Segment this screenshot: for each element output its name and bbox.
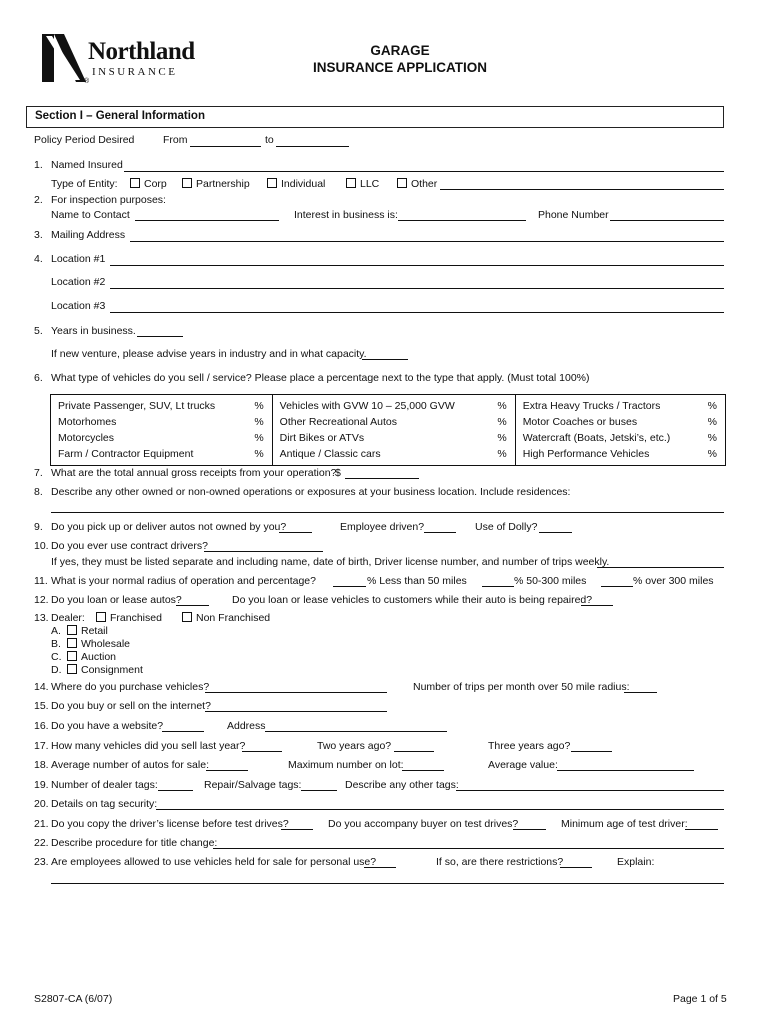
percent-field[interactable]: % <box>247 395 273 415</box>
table-row <box>51 430 726 446</box>
tag-security-label: Details on tag security: <box>51 798 158 810</box>
vehicle-type-cell: High Performance Vehicles <box>522 448 650 460</box>
accompany-buyer-label: Do you accompany buyer on test drives? <box>328 818 519 830</box>
individual-label: Individual <box>281 178 326 190</box>
form-id: S2807-CA (6/07) <box>34 993 113 1005</box>
vehicle-type-cell: Farm / Contractor Equipment <box>58 448 194 460</box>
llc-label: LLC <box>360 178 380 190</box>
website-address-field[interactable] <box>265 731 447 732</box>
entity-llc-option[interactable] <box>346 178 379 190</box>
new-venture-field[interactable] <box>362 359 408 360</box>
dealer-tags-label: Number of dealer tags: <box>51 779 158 791</box>
pickup-deliver-label: Do you pick up or deliver autos not owned by you? <box>51 521 287 533</box>
loan-lease-customers-field[interactable] <box>581 605 613 606</box>
radius-label: What is your normal radius of operation and percentage? <box>51 575 316 587</box>
partnership-checkbox[interactable] <box>182 178 192 188</box>
q23-number: 23. <box>34 856 49 868</box>
percent-field[interactable]: % <box>707 432 717 444</box>
accompany-buyer-field[interactable] <box>513 829 546 830</box>
named-insured-label: Named Insured <box>51 159 123 171</box>
vehicle-types-table <box>50 394 726 466</box>
table-row <box>51 395 726 415</box>
percent-field[interactable]: % <box>490 430 516 446</box>
q14-number: 14. <box>34 681 49 693</box>
percent-field[interactable]: % <box>707 448 717 460</box>
other-label: Other <box>411 178 438 190</box>
autos-for-sale-field[interactable] <box>206 770 248 771</box>
option-letter: D. <box>51 664 62 676</box>
q11-number: 11. <box>34 575 48 587</box>
logo-registered: ® <box>84 78 90 85</box>
table-row <box>51 414 726 430</box>
entity-partnership-option[interactable] <box>182 178 250 190</box>
contract-drivers-note: If yes, they must be listed separate and including name, date of birth, Driver license number, and number of trips weekly. <box>51 556 610 568</box>
location-2-label: Location #2 <box>51 276 106 288</box>
interest-field[interactable] <box>398 220 526 221</box>
option-letter: B. <box>51 638 61 650</box>
explain-field[interactable] <box>51 883 724 884</box>
internet-sales-field[interactable] <box>205 711 387 712</box>
mailing-address-field[interactable] <box>130 241 724 242</box>
corp-checkbox[interactable] <box>130 178 140 188</box>
q17-number: 17. <box>34 740 49 752</box>
location-3-label: Location #3 <box>51 300 106 312</box>
vehicle-types-label: What type of vehicles do you sell / service? Please place a percentage next to the type that apply. (Must total 100%) <box>51 372 590 384</box>
restrictions-label: If so, are there restrictions? <box>436 856 564 868</box>
q13-number: 13. <box>34 612 49 624</box>
dealer-type-wholesale[interactable] <box>51 638 130 650</box>
franchised-label: Franchised <box>110 612 162 624</box>
q22-number: 22. <box>34 837 49 849</box>
three-years-ago-label: Three years ago? <box>488 740 571 752</box>
pickup-deliver-field[interactable] <box>279 532 312 533</box>
other-checkbox[interactable] <box>397 178 407 188</box>
consignment-checkbox[interactable] <box>67 664 77 674</box>
percent-field[interactable]: % <box>490 446 516 466</box>
two-years-ago-field[interactable] <box>394 751 434 752</box>
corp-label: Corp <box>144 178 167 190</box>
wholesale-label: Wholesale <box>81 638 131 650</box>
employee-driven-field[interactable] <box>424 532 456 533</box>
average-value-field[interactable] <box>557 770 694 771</box>
website-field[interactable] <box>162 731 204 732</box>
q12-number: 12. <box>34 594 49 606</box>
percent-field[interactable]: % <box>247 414 273 430</box>
percent-field[interactable]: % <box>707 416 717 428</box>
interest-label: Interest in business is: <box>294 209 398 221</box>
radius-50-300-label: % 50-300 miles <box>514 575 587 587</box>
partnership-label: Partnership <box>196 178 250 190</box>
mailing-address-label: Mailing Address <box>51 229 126 241</box>
northland-logo <box>40 30 195 86</box>
max-on-lot-field[interactable] <box>402 770 444 771</box>
q2-number: 2. <box>34 194 43 206</box>
named-insured-field[interactable] <box>124 171 724 172</box>
auction-checkbox[interactable] <box>67 651 77 661</box>
percent-field[interactable]: % <box>490 395 516 415</box>
individual-checkbox[interactable] <box>267 178 277 188</box>
q4-number: 4. <box>34 253 43 265</box>
vehicle-type-cell: Watercraft (Boats, Jetski’s, etc.) <box>522 432 671 444</box>
entity-individual-option[interactable] <box>267 178 325 190</box>
contact-name-label: Name to Contact <box>51 209 130 221</box>
radius-50-300-field[interactable] <box>482 586 514 587</box>
q8-number: 8. <box>34 486 43 498</box>
use-of-dolly-field[interactable] <box>539 532 572 533</box>
q18-number: 18. <box>34 759 49 771</box>
entity-corp-option[interactable] <box>130 178 167 190</box>
percent-field[interactable]: % <box>247 430 273 446</box>
title-line-2: INSURANCE APPLICATION <box>312 60 487 75</box>
table-row <box>51 446 726 466</box>
policy-from-label: From <box>163 134 188 146</box>
two-years-ago-label: Two years ago? <box>317 740 392 752</box>
vehicle-type-cell: Motor Coaches or buses <box>522 416 638 428</box>
dealer-non-franchised-option[interactable] <box>182 612 270 624</box>
vehicle-type-cell: Motorhomes <box>58 416 117 428</box>
logo-subtitle: INSURANCE <box>92 66 178 78</box>
title-line-1: GARAGE <box>370 43 430 58</box>
vehicle-type-cell: Other Recreational Autos <box>279 416 397 428</box>
q3-number: 3. <box>34 229 43 241</box>
q1-number: 1. <box>34 159 43 171</box>
radius-under-50-field[interactable] <box>333 586 366 587</box>
copy-license-field[interactable] <box>281 829 313 830</box>
section-title: Section I – General Information <box>35 110 205 122</box>
gross-receipts-field[interactable] <box>345 478 419 479</box>
years-in-business-label: Years in business. <box>51 325 136 337</box>
radius-under-50-label: % Less than 50 miles <box>367 575 467 587</box>
vehicles-sold-label: How many vehicles did you sell last year? <box>51 740 246 752</box>
dealer-tags-field[interactable] <box>158 790 193 791</box>
dealer-type-retail[interactable] <box>51 625 108 637</box>
radius-over-300-field[interactable] <box>601 586 633 587</box>
q21-number: 21. <box>34 818 49 830</box>
inspection-label: For inspection purposes: <box>51 194 166 206</box>
other-tags-label: Describe any other tags: <box>345 779 459 791</box>
dealer-type-auction[interactable] <box>51 651 116 663</box>
entity-other-option[interactable] <box>397 178 437 190</box>
dealer-type-consignment[interactable] <box>51 664 143 676</box>
option-letter: C. <box>51 651 62 663</box>
retail-checkbox[interactable] <box>67 625 77 635</box>
personal-use-field[interactable] <box>364 867 396 868</box>
repair-salvage-tags-label: Repair/Salvage tags: <box>204 779 302 791</box>
q5-number: 5. <box>34 325 43 337</box>
policy-from-field[interactable] <box>190 146 261 147</box>
purchase-vehicles-label: Where do you purchase vehicles? <box>51 681 210 693</box>
loan-lease-label: Do you loan or lease autos? <box>51 594 182 606</box>
non-franchised-checkbox[interactable] <box>182 612 192 622</box>
loan-lease-field[interactable] <box>176 605 209 606</box>
other-operations-field[interactable] <box>51 512 724 513</box>
restrictions-field[interactable] <box>560 867 592 868</box>
dealer-franchised-option[interactable] <box>96 612 162 624</box>
option-letter: A. <box>51 625 61 637</box>
internet-sales-label: Do you buy or sell on the internet? <box>51 700 211 712</box>
use-of-dolly-label: Use of Dolly? <box>475 521 538 533</box>
other-tags-field[interactable] <box>456 790 724 791</box>
logo-wordmark: Northland <box>88 38 195 65</box>
non-franchised-label: Non Franchised <box>196 612 271 624</box>
min-driver-age-label: Minimum age of test driver: <box>561 818 688 830</box>
q10-number: 10. <box>34 540 49 552</box>
contract-drivers-field[interactable] <box>204 551 323 552</box>
vehicles-sold-field[interactable] <box>242 751 282 752</box>
autos-for-sale-label: Average number of autos for sale: <box>51 759 209 771</box>
q20-number: 20. <box>34 798 49 810</box>
vehicle-type-cell: Motorcycles <box>58 432 115 444</box>
tag-security-field[interactable] <box>156 809 724 810</box>
percent-field[interactable]: % <box>490 414 516 430</box>
vehicle-type-cell: Antique / Classic cars <box>279 448 381 460</box>
q9-number: 9. <box>34 521 43 533</box>
q7-number: 7. <box>34 467 43 479</box>
personal-use-label: Are employees allowed to use vehicles held for sale for personal use? <box>51 856 377 868</box>
new-venture-label: If new venture, please advise years in industry and in what capacity. <box>51 348 367 360</box>
contract-drivers-detail-field[interactable] <box>597 567 724 568</box>
location-1-label: Location #1 <box>51 253 106 265</box>
vehicle-type-cell: Vehicles with GVW 10 – 25,000 GVW <box>279 400 455 412</box>
retail-label: Retail <box>81 625 108 637</box>
phone-field[interactable] <box>610 220 724 221</box>
policy-to-field[interactable] <box>276 146 349 147</box>
location-3-field[interactable] <box>110 312 724 313</box>
contract-drivers-label: Do you ever use contract drivers? <box>51 540 208 552</box>
q19-number: 19. <box>34 779 49 791</box>
trips-per-month-label: Number of trips per month over 50 mile radius: <box>413 681 630 693</box>
q15-number: 15. <box>34 700 49 712</box>
purchase-vehicles-field[interactable] <box>205 692 387 693</box>
website-label: Do you have a website? <box>51 720 164 732</box>
title-change-field[interactable] <box>213 848 724 849</box>
section-header <box>26 106 724 128</box>
vehicle-type-cell: Private Passenger, SUV, Lt trucks <box>58 400 216 412</box>
percent-field[interactable]: % <box>707 400 717 412</box>
radius-over-300-label: % over 300 miles <box>633 575 714 587</box>
page-number: Page 1 of 5 <box>673 993 727 1005</box>
auction-label: Auction <box>81 651 117 663</box>
repair-salvage-tags-field[interactable] <box>301 790 337 791</box>
wholesale-checkbox[interactable] <box>67 638 77 648</box>
gross-receipts-label: What are the total annual gross receipts from your operation? <box>51 467 337 479</box>
max-on-lot-label: Maximum number on lot: <box>288 759 404 771</box>
q6-number: 6. <box>34 372 43 384</box>
years-in-business-field[interactable] <box>137 336 183 337</box>
consignment-label: Consignment <box>81 664 143 676</box>
entity-type-label: Type of Entity: <box>51 178 118 190</box>
copy-license-label: Do you copy the driver’s license before test drives? <box>51 818 289 830</box>
llc-checkbox[interactable] <box>346 178 356 188</box>
title-change-label: Describe procedure for title change: <box>51 837 218 849</box>
franchised-checkbox[interactable] <box>96 612 106 622</box>
other-operations-label: Describe any other owned or non-owned operations or exposures at your business location. Include residences: <box>51 486 571 498</box>
three-years-ago-field[interactable] <box>571 751 612 752</box>
trips-per-month-field[interactable] <box>624 692 657 693</box>
location-2-field[interactable] <box>110 288 724 289</box>
min-driver-age-field[interactable] <box>685 829 718 830</box>
vehicle-type-cell: Extra Heavy Trucks / Tractors <box>522 400 661 412</box>
loan-lease-customers-label: Do you loan or lease vehicles to customers while their auto is being repaired? <box>232 594 593 606</box>
policy-period-label: Policy Period Desired <box>34 134 135 146</box>
contact-name-field[interactable] <box>135 220 279 221</box>
location-1-field[interactable] <box>110 265 724 266</box>
policy-to-label: to <box>265 134 274 146</box>
explain-label: Explain: <box>617 856 655 868</box>
form-title <box>270 42 530 76</box>
average-value-label: Average value: <box>488 759 558 771</box>
dealer-label: Dealer: <box>51 612 85 624</box>
phone-label: Phone Number <box>538 209 609 221</box>
q16-number: 16. <box>34 720 49 732</box>
dollar-sign: $ <box>335 467 341 479</box>
entity-other-field[interactable] <box>440 189 724 190</box>
website-address-label: Address <box>227 720 266 732</box>
employee-driven-label: Employee driven? <box>340 521 425 533</box>
percent-field[interactable]: % <box>247 446 273 466</box>
vehicle-type-cell: Dirt Bikes or ATVs <box>279 432 365 444</box>
